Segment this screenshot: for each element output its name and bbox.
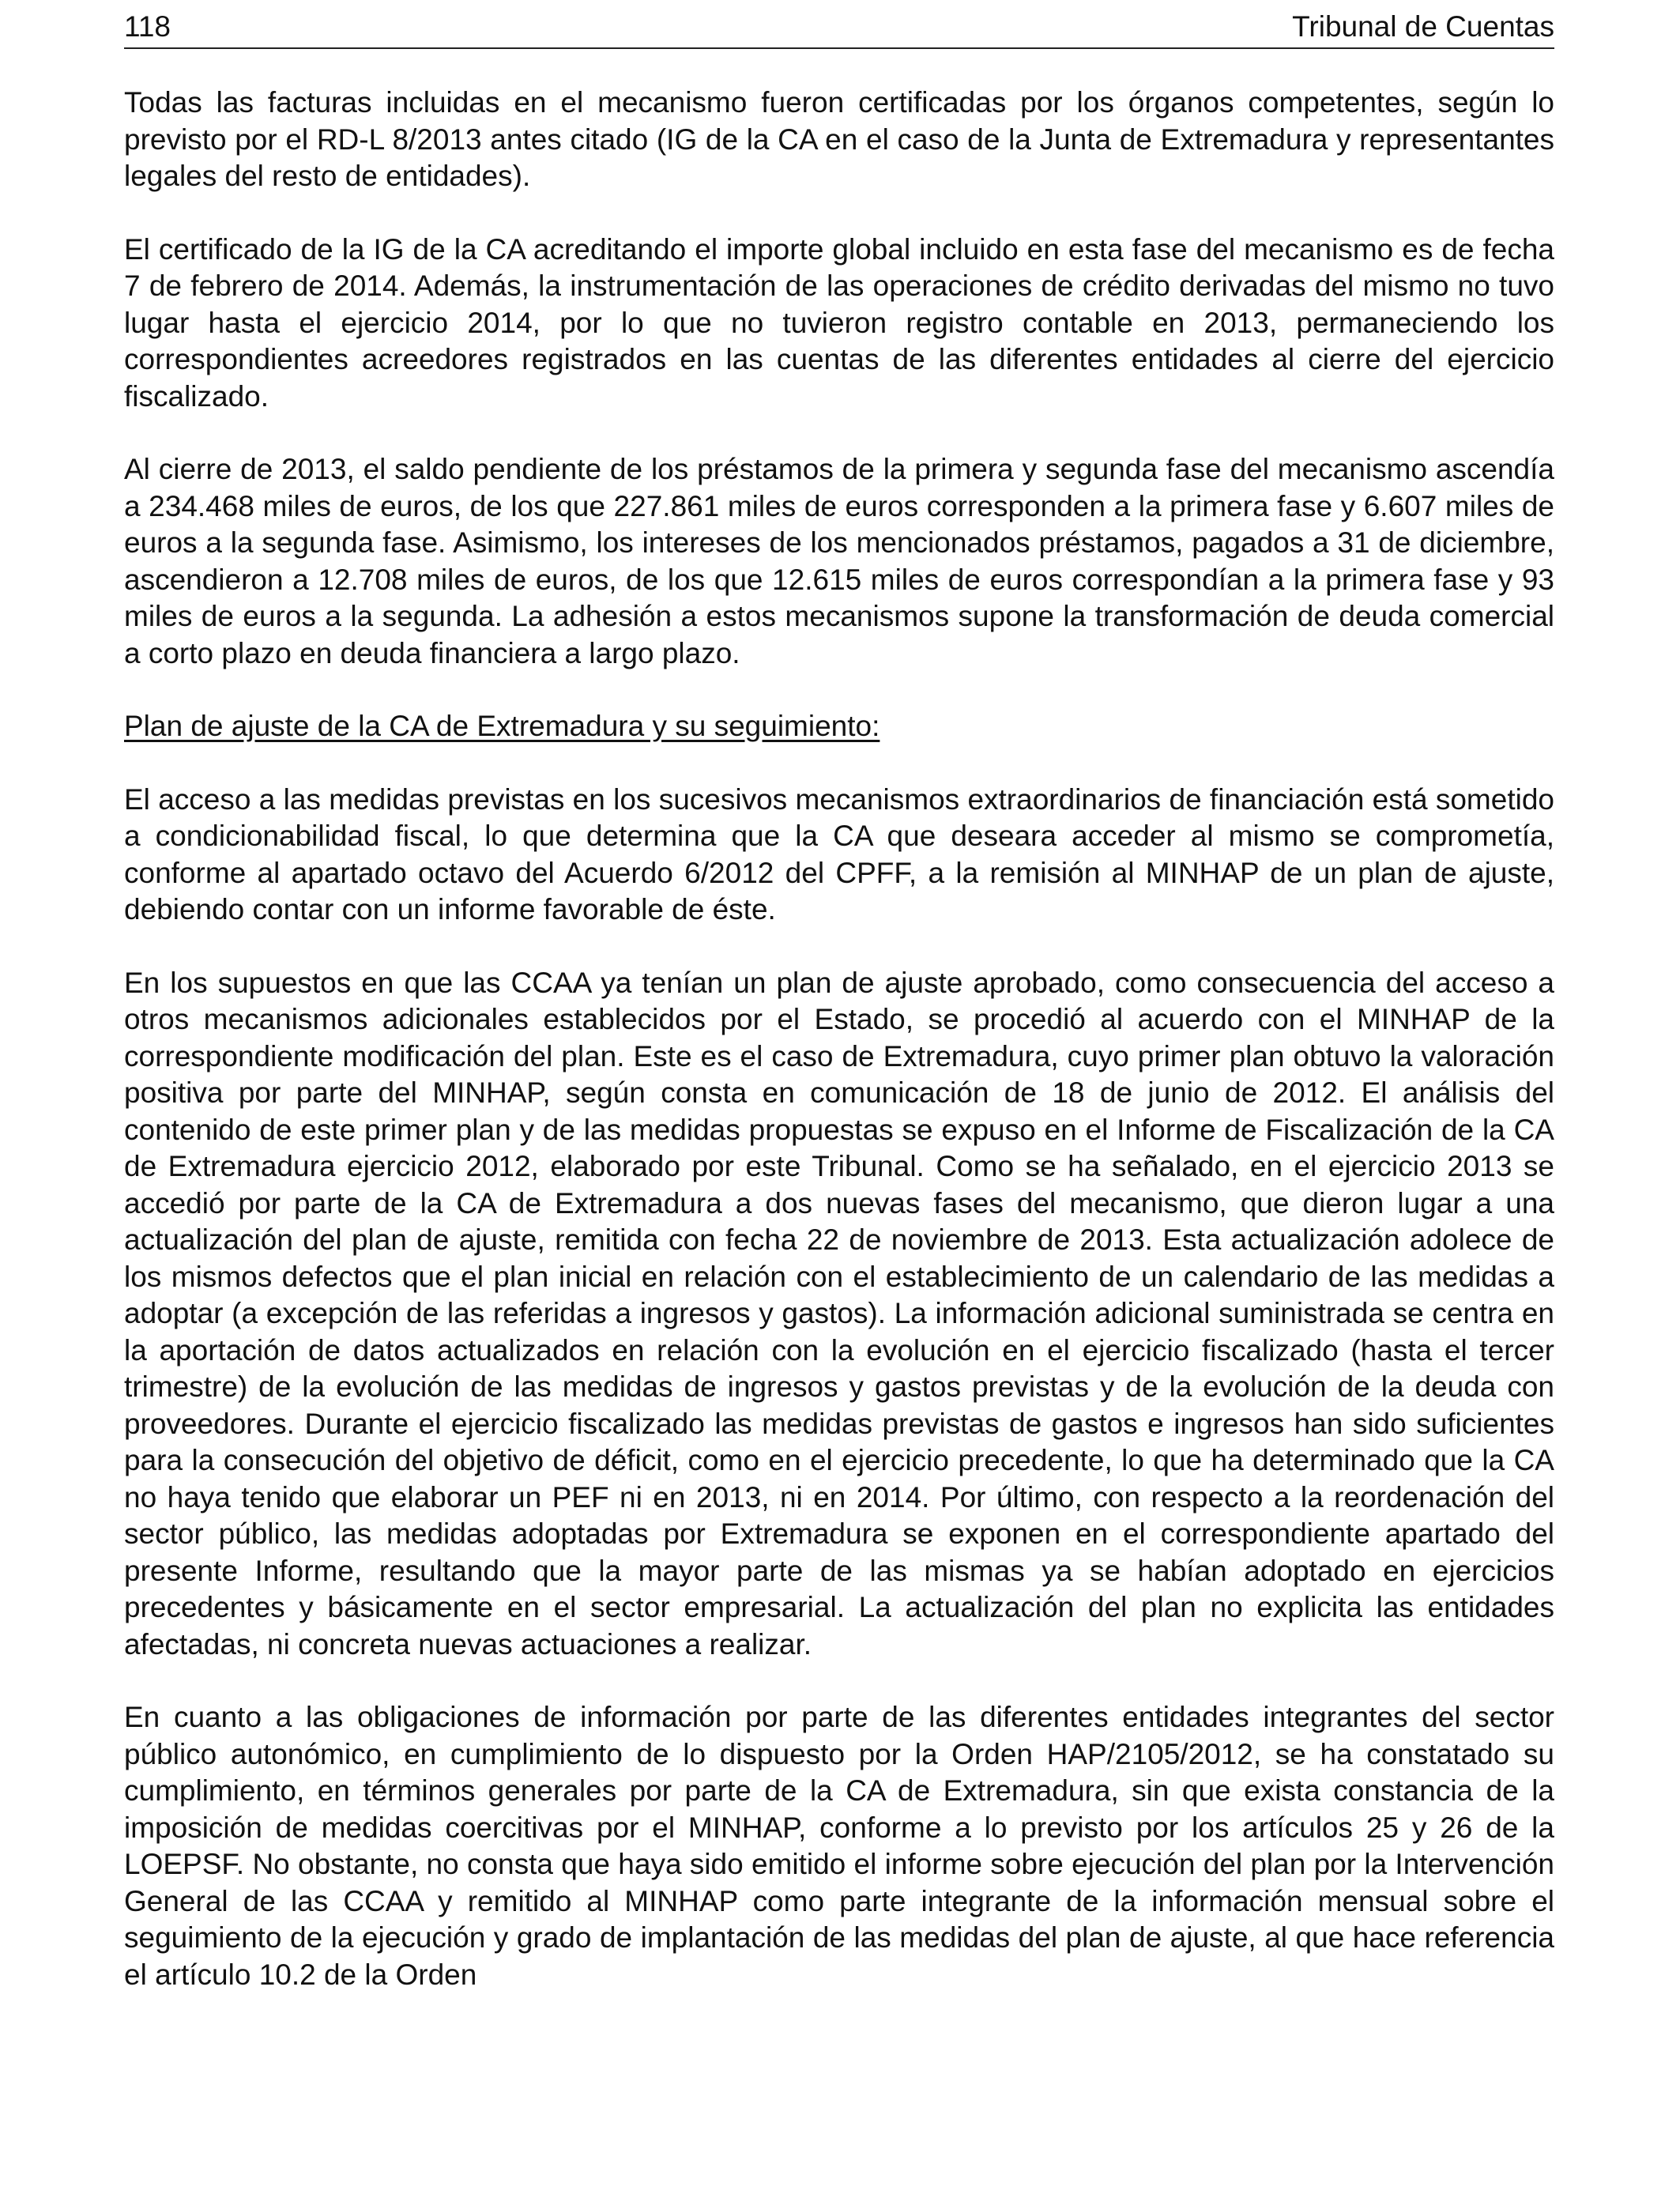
page-number: 118 [124, 10, 171, 43]
page-header [124, 6, 1554, 49]
section-heading: Plan de ajuste de la CA de Extremadura y su seguimiento: [124, 710, 880, 742]
paragraph-loan-balance: Al cierre de 2013, el saldo pendiente de los préstamos de la primera y segunda fase del mecanismo ascendía a 234.468 miles de euros, de los que 227.861 miles de euros corresponden a la primera fase y 6.607 miles de euros a la segunda fase. Asimismo, los intereses de los mencionados préstamos, pagados a 31 de diciembre, ascendieron a 12.708 miles de euros, de los que 12.615 miles de euros correspondían a la primera fase y 93 miles de euros a la segunda. La adhesión a estos mecanismos supone la transformación de deuda comercial a corto plazo en deuda financiera a largo plazo. [124, 453, 1554, 669]
paragraph-information-obligations: En cuanto a las obligaciones de información por parte de las diferentes entidades integrantes del sector público autonómico, en cumplimiento de lo dispuesto por la Orden HAP/2105/2012, se ha constatado su cumplimiento, en términos generales por parte de la CA de Extremadura, sin que exista constancia de la imposición de medidas coercitivas por el MINHAP, conforme a lo previsto por los artículos 25 y 26 de la LOEPSF. No obstante, no consta que haya sido emitido el informe sobre ejecución del plan por la Intervención General de las CCAA y remitido al MINHAP como parte integrante de la información mensual sobre el seguimiento de la ejecución y grado de implantación de las medidas del plan de ajuste, al que hace referencia el artículo 10.2 de la Orden [124, 1701, 1554, 1991]
paragraph-invoices-certification: Todas las facturas incluidas en el mecanismo fueron certificadas por los órganos competentes, según lo previsto por el RD-L 8/2013 antes citado (IG de la CA en el caso de la Junta de Extremadura y representantes legales del resto de entidades). [124, 86, 1554, 192]
paragraph-ig-certificate: El certificado de la IG de la CA acreditando el importe global incluido en esta fase del mecanismo es de fecha 7 de febrero de 2014. Además, la instrumentación de las operaciones de crédito derivadas del mismo no tuvo lugar hasta el ejercicio 2014, por lo que no tuvieron registro contable en 2013, permaneciendo los correspondientes acreedores registrados en las cuentas de las diferentes entidades al cierre del ejercicio fiscalizado. [124, 232, 1554, 413]
document-body [124, 85, 1554, 2030]
paragraph-adjustment-plan: En los supuestos en que las CCAA ya tenían un plan de ajuste aprobado, como consecuencia del acceso a otros mecanismos adicionales establecidos por el Estado, se procedió al acuerdo con el MINHAP de la correspondiente modificación del plan. Este es el caso de Extremadura, cuyo primer plan obtuvo la valoración positiva por parte del MINHAP, según consta en comunicación de 18 de junio de 2012. El análisis del contenido de este primer plan y de las medidas propuestas se expuso en el Informe de Fiscalización de la CA de Extremadura ejercicio 2012, elaborado por este Tribunal. Como se ha señalado, en el ejercicio 2013 se accedió por parte de la CA de Extremadura a dos nuevas fases del mecanismo, que dieron lugar a una actualización del plan de ajuste, remitida con fecha 22 de noviembre de 2013. Esta actualización adolece de los mismos defectos que el plan inicial en relación con el establecimiento de un calendario de las medidas a adoptar (a excepción de las referidas a ingresos y gastos). La información adicional suministrada se centra en la aportación de datos actualizados en relación con la evolución en el ejercicio fiscalizado (hasta el tercer trimestre) de la evolución de las medidas de ingresos y gastos previstas y de la evolución de la deuda con proveedores. Durante el ejercicio fiscalizado las medidas previstas de gastos e ingresos han sido suficientes para la consecución del objetivo de déficit, como en el ejercicio precedente, lo que ha determinado que la CA no haya tenido que elaborar un PEF ni en 2013, ni en 2014. Por último, con respecto a la reordenación del sector público, las medidas adoptadas por Extremadura se exponen en el correspondiente apartado del presente Informe, resultando que la mayor parte de las mismas ya se habían adoptado en ejercicios precedentes y básicamente en el sector empresarial. La actualización del plan no explicita las entidades afectadas, ni concreta nuevas actuaciones a realizar. [124, 966, 1554, 1661]
paragraph-fiscal-conditionality: El acceso a las medidas previstas en los sucesivos mecanismos extraordinarios de financiación está sometido a condicionabilidad fiscal, lo que determina que la CA que deseara acceder al mismo se comprometía, conforme al apartado octavo del Acuerdo 6/2012 del CPFF, a la remisión al MINHAP de un plan de ajuste, debiendo contar con un informe favorable de éste. [124, 782, 1554, 925]
header-title: Tribunal de Cuentas [1292, 10, 1554, 43]
